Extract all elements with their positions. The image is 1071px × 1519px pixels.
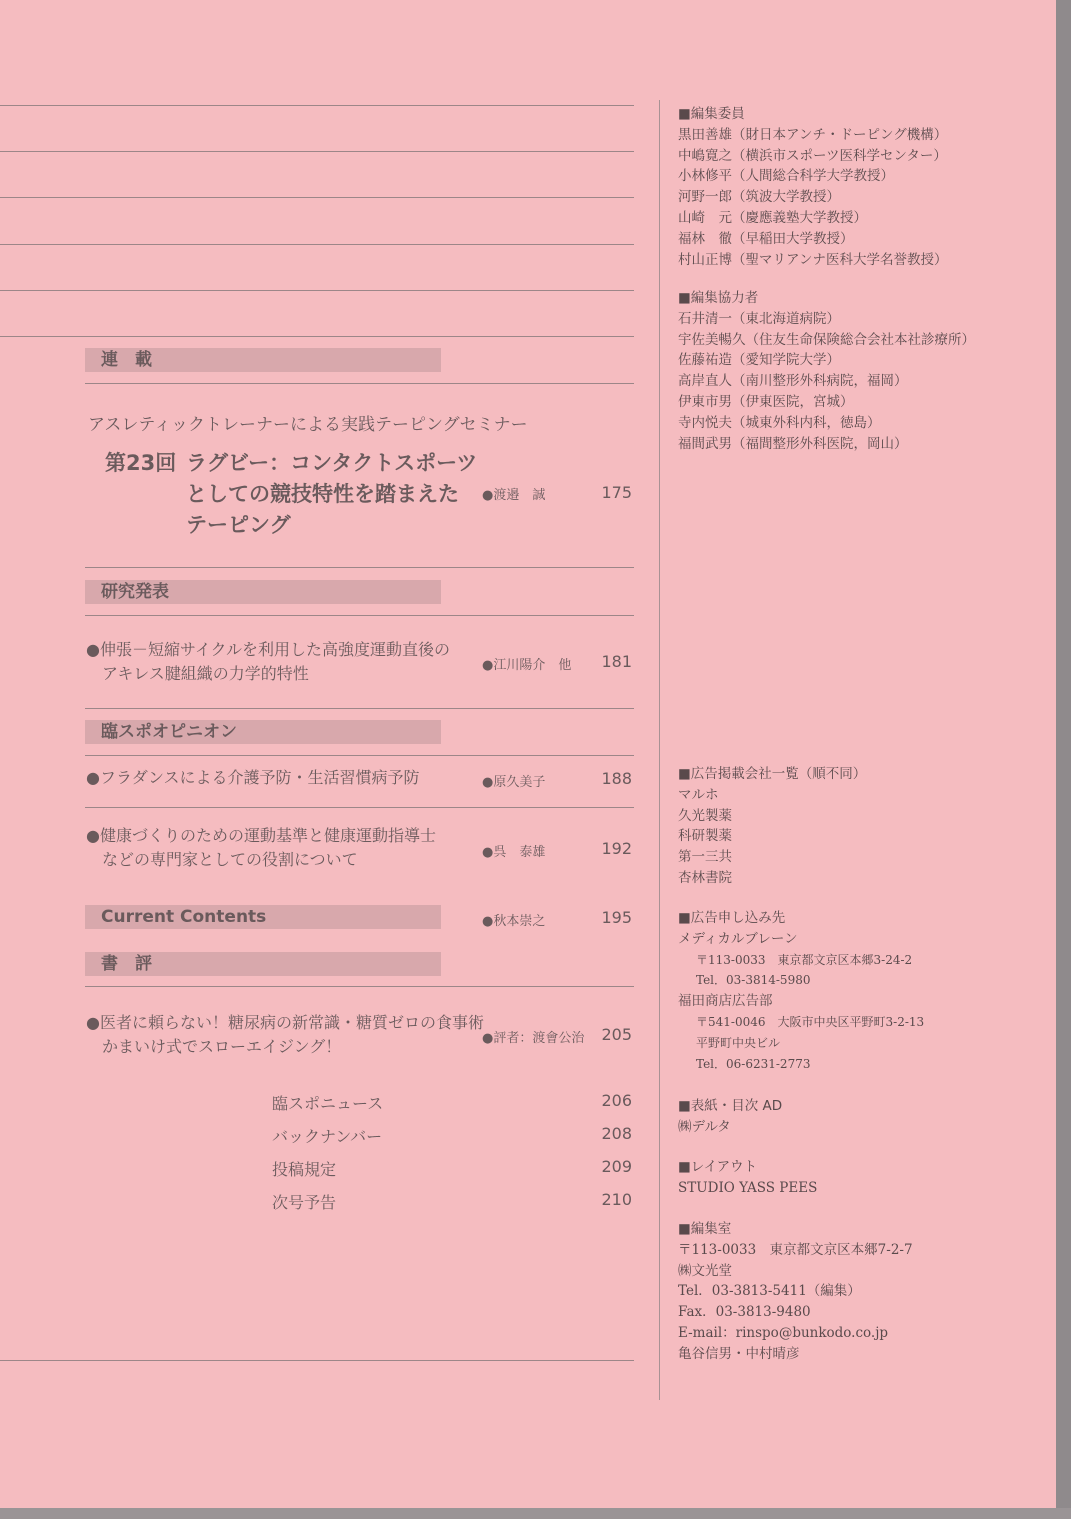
article-author: ●渡邉 誠 bbox=[482, 488, 546, 503]
article-page: 181 bbox=[601, 652, 632, 671]
article-title-line: アキレス腱組織の力学的特性 bbox=[102, 664, 309, 683]
sidebar-line: E-mail：rinspo@bunkodo.co.jp bbox=[678, 1324, 889, 1341]
sidebar-line: 高岸直人（南川整形外科病院，福岡） bbox=[678, 373, 908, 390]
article-author: ●呉 泰雄 bbox=[482, 845, 546, 860]
misc-item-label: 投稿規定 bbox=[272, 1160, 337, 1179]
rule-line bbox=[0, 197, 634, 198]
sidebar-line: Tel．06-6231-2773 bbox=[696, 1056, 811, 1071]
sidebar-office bbox=[678, 1219, 1048, 1365]
sidebar-line: ㈱デルタ bbox=[678, 1118, 731, 1135]
section-current: Current Contents bbox=[85, 905, 441, 929]
section-rensai: 連 載 bbox=[85, 348, 441, 372]
sidebar-line: 福間武男（福間整形外科医院，岡山） bbox=[678, 435, 908, 452]
article-title-line: ●伸張－短縮サイクルを利用した高強度運動直後の bbox=[86, 640, 451, 659]
rule-line bbox=[0, 290, 634, 291]
sidebar-line: 山崎 元（慶應義塾大学教授） bbox=[678, 209, 867, 226]
sidebar-line: 宇佐美暢久（住友生命保険総合会社本社診療所） bbox=[678, 331, 975, 348]
sidebar-line: 福林 徹（早稲田大学教授） bbox=[678, 230, 854, 247]
rule-line bbox=[0, 1360, 634, 1361]
sidebar-heading: ■編集室 bbox=[678, 1221, 732, 1237]
sidebar-line: 小林修平（人間総合科学大学教授） bbox=[678, 168, 894, 185]
article-title-line: ●医者に頼らない！糖尿病の新常識・糖質ゼロの食事術 bbox=[86, 1013, 484, 1032]
installment-number: 第23回 bbox=[105, 451, 177, 475]
misc-item-label: 臨スポニュース bbox=[272, 1094, 384, 1113]
sidebar-heading: ■広告申し込み先 bbox=[678, 910, 786, 926]
article-page: 188 bbox=[601, 769, 632, 788]
column-divider bbox=[659, 100, 660, 1400]
misc-item-label: バックナンバー bbox=[272, 1127, 383, 1146]
sidebar-line: 福田商店広告部 bbox=[678, 993, 773, 1010]
rule-line bbox=[85, 807, 634, 808]
section-opinion: 臨スポオピニオン bbox=[85, 720, 441, 744]
article-title-line: ラグビー：コンタクトスポーツ bbox=[186, 451, 478, 475]
misc-item-page: 210 bbox=[601, 1190, 632, 1209]
sidebar-line: ㈱文光堂 bbox=[678, 1262, 732, 1279]
sidebar-line: 科研製薬 bbox=[678, 828, 732, 845]
rule-line bbox=[0, 105, 634, 106]
sidebar-line: 〒113-0033 東京都文京区本郷7-2-7 bbox=[678, 1241, 913, 1258]
sidebar-line: 河野一郎（筑波大学教授） bbox=[678, 189, 840, 206]
rule-line bbox=[85, 567, 634, 568]
sidebar-line: 〒113-0033 東京都文京区本郷3-24-2 bbox=[696, 952, 913, 967]
misc-item-label: 次号予告 bbox=[272, 1193, 337, 1212]
sidebar-line: 村山正博（聖マリアンナ医科大学名誉教授） bbox=[678, 251, 948, 268]
sidebar-line: 黒田善雄（財日本アンチ・ドーピング機構） bbox=[678, 126, 948, 143]
sidebar-line: 久光製薬 bbox=[678, 807, 732, 824]
article-page: 175 bbox=[601, 483, 632, 502]
sidebar-coop bbox=[678, 288, 1048, 454]
article-author: ●秋本崇之 bbox=[482, 914, 546, 929]
rule-line bbox=[85, 708, 634, 709]
sidebar-line: STUDIO YASS PEES bbox=[678, 1179, 818, 1196]
sidebar-ad-apply bbox=[678, 908, 1048, 1074]
sidebar-line: 中嶋寛之（横浜市スポーツ医科学センター） bbox=[678, 147, 947, 164]
article-author: ●江川陽介 他 bbox=[482, 658, 572, 673]
sidebar-line: 亀谷信男・中村晴彦 bbox=[678, 1345, 800, 1362]
sidebar-line: 平野町中央ビル bbox=[696, 1035, 781, 1050]
sidebar-line: Tel．03-3814-5980 bbox=[696, 973, 811, 988]
article-author: ●評者：渡會公治 bbox=[482, 1031, 585, 1046]
sidebar-line: 第一三共 bbox=[678, 849, 732, 866]
article-title-line: ●健康づくりのための運動基準と健康運動指導士 bbox=[86, 826, 436, 845]
article-title-line: としての競技特性を踏まえた bbox=[186, 482, 459, 506]
sidebar-heading: ■編集協力者 bbox=[678, 290, 759, 306]
rule-line bbox=[85, 615, 634, 616]
sidebar-editors bbox=[678, 104, 1048, 270]
rule-line bbox=[0, 336, 634, 337]
sidebar-line: 石井清一（東北海道病院） bbox=[678, 310, 840, 327]
sidebar-line: Tel．03-3813-5411（編集） bbox=[678, 1283, 861, 1300]
sidebar-line: 佐藤祐造（愛知学院大学） bbox=[678, 352, 840, 369]
rule-line bbox=[0, 244, 634, 245]
sidebar-line: 杏林書院 bbox=[678, 869, 732, 886]
article-page: 205 bbox=[601, 1025, 632, 1044]
article-title-line: などの専門家としての役割について bbox=[102, 850, 358, 869]
article-author: ●原久美子 bbox=[482, 775, 546, 790]
series-title: アスレティックトレーナーによる実践テーピングセミナー bbox=[88, 415, 528, 435]
sidebar-line: マルホ bbox=[678, 786, 719, 803]
section-kenkyu: 研究発表 bbox=[85, 580, 441, 604]
sidebar-line: メディカルブレーン bbox=[678, 930, 798, 947]
article-title-line: ●フラダンスによる介護予防・生活習慣病予防 bbox=[86, 768, 420, 787]
rule-line bbox=[85, 986, 634, 987]
sidebar-layout bbox=[678, 1157, 1048, 1199]
section-shohyo: 書 評 bbox=[85, 952, 441, 976]
sidebar-line: 〒541-0046 大阪市中央区平野町3-2-13 bbox=[696, 1014, 925, 1029]
sidebar-line: Fax．03-3813-9480 bbox=[678, 1304, 811, 1321]
article-title-line: テーピング bbox=[186, 513, 291, 537]
sidebar-cover bbox=[678, 1096, 1048, 1138]
sidebar-line: 伊東市男（伊東医院，宮城） bbox=[678, 393, 854, 410]
sidebar-line: 寺内悦夫（城東外科内科，徳島） bbox=[678, 414, 881, 431]
misc-item-page: 208 bbox=[601, 1124, 632, 1143]
article-page: 192 bbox=[601, 839, 632, 858]
rule-line bbox=[85, 755, 634, 756]
sidebar-heading: ■編集委員 bbox=[678, 106, 745, 122]
page-edge bbox=[1056, 0, 1071, 1519]
sidebar-heading: ■表紙・目次 AD bbox=[678, 1098, 783, 1114]
rule-line bbox=[85, 383, 634, 384]
sidebar-heading: ■広告掲載会社一覧（順不同） bbox=[678, 766, 867, 782]
rule-line bbox=[0, 151, 634, 152]
misc-item-page: 209 bbox=[601, 1157, 632, 1176]
article-page: 195 bbox=[601, 908, 632, 927]
sidebar-heading: ■レイアウト bbox=[678, 1159, 758, 1175]
page-edge bbox=[0, 1508, 1071, 1519]
misc-item-page: 206 bbox=[601, 1091, 632, 1110]
sidebar-ads bbox=[678, 764, 1048, 889]
article-title-line: かまいけ式でスローエイジング！ bbox=[102, 1037, 342, 1056]
